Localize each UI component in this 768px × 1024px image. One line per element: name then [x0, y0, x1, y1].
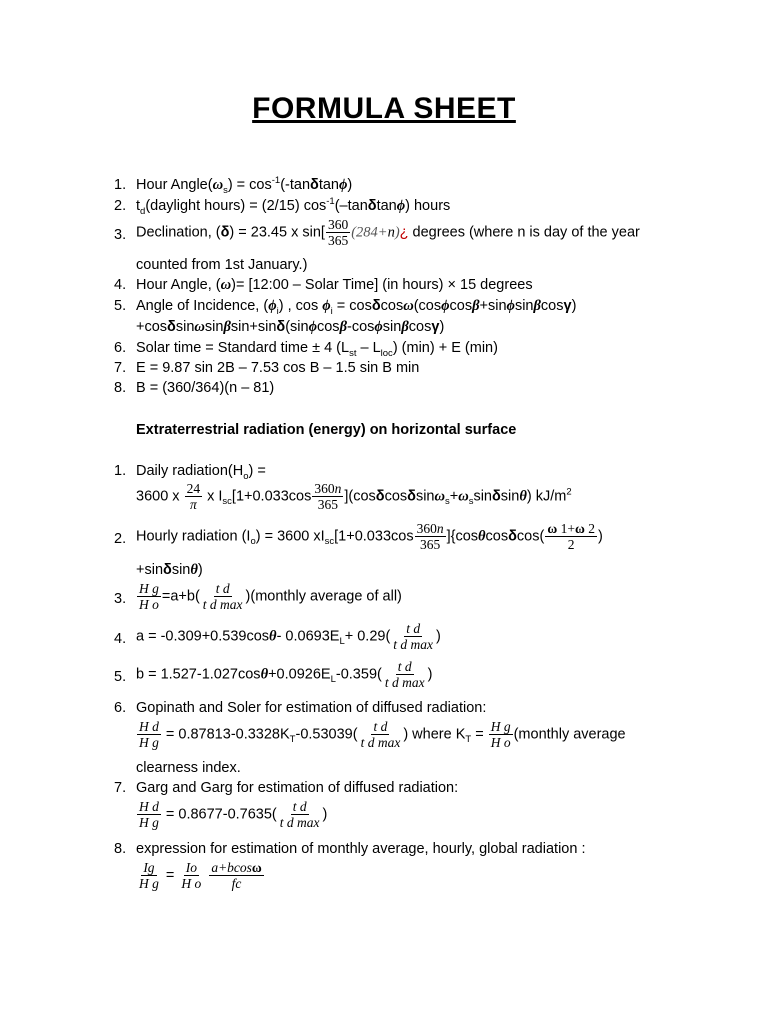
page-title: FORMULA SHEET — [252, 92, 516, 125]
